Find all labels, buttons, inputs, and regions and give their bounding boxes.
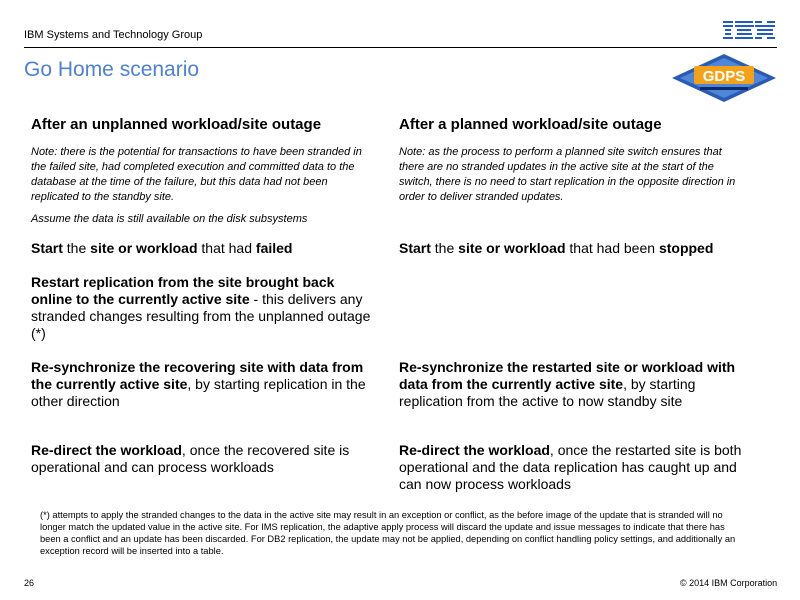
right-note: Note: as the process to perform a planned site switch ensures that there are no stranded updates in the active site at the start of the switch, there is no need to start replication in the opposite direction in order to deliver stranded updates. <box>399 146 736 203</box>
right-redirect-step: Re-direct the workload, once the restarted site is both operational and the data replication has caught up and can now process workloads <box>399 442 742 492</box>
left-resync-step: Re-synchronize the recovering site with data from the currently active site, by starting replication in the other direction <box>31 359 366 409</box>
left-note: Note: there is the potential for transactions to have been stranded in the failed site, had completed execution and committed data to the database at the time of the failure, but this data had not been replicated to the standby site. <box>31 146 362 203</box>
left-heading: After an unplanned workload/site outage <box>31 116 322 133</box>
left-assume-note: Assume the data is still available on the disk subsystems <box>31 213 308 225</box>
gdps-badge-text: GDPS <box>702 68 746 85</box>
header-group-name: IBM Systems and Technology Group <box>24 29 203 41</box>
left-start-step: Start the site or workload that had failed <box>31 240 293 256</box>
right-heading: After a planned workload/site outage <box>399 116 662 133</box>
left-redirect-step: Re-direct the workload, once the recovered site is operational and can process workloads <box>31 442 350 475</box>
right-start-step: Start the site or workload that had been stopped <box>399 240 714 256</box>
copyright: © 2014 IBM Corporation <box>680 578 778 588</box>
ibm-logo-icon <box>722 20 776 42</box>
header-divider <box>24 47 777 48</box>
slide-title: Go Home scenario <box>24 58 200 81</box>
right-resync-step: Re-synchronize the restarted site or workload with data from the currently active site, by starting replication from the active to now standby site <box>399 359 736 409</box>
page-number: 26 <box>24 578 35 588</box>
footnote: (*) attempts to apply the stranded changes to the data in the active site may result in an exception or conflict, as the before image of the update that is stranded will no longer match the updated value in the active site. For IMS replication, the adaptive apply process will discard the update and issue messages to indicate that there has been a conflict and an update has been discarded. For DB2 replication, the update may not be applied, depending on conflict handling policy settings, and additionally an exception record will be inserted into a table. <box>40 510 736 556</box>
gdps-badge-icon <box>670 52 778 104</box>
left-restart-step: Restart replication from the site brought back online to the currently active site - this delivers any stranded changes resulting from the unplanned outage (*) <box>31 274 371 341</box>
